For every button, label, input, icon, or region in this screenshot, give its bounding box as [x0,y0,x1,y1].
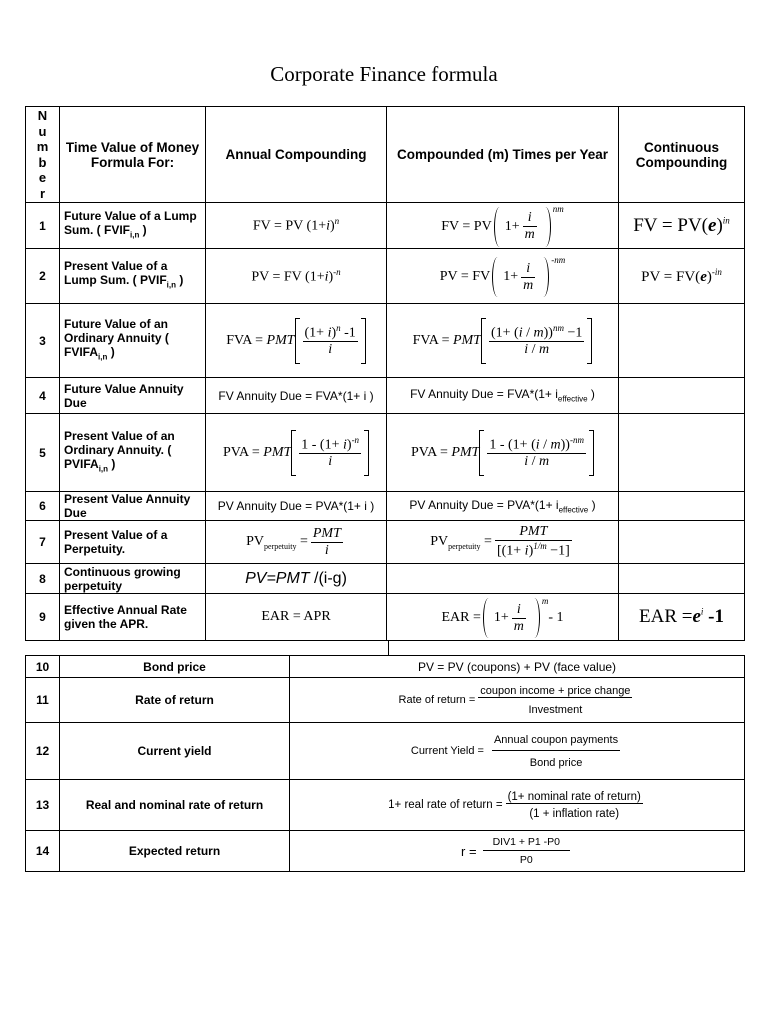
row-expression: 1+ real rate of return = (1+ nominal rate of return) (1 + inflation rate) [290,780,745,831]
row-label: Present Value of a Perpetuity. [60,521,206,564]
table-row [26,831,745,872]
row-description: Bond price [60,656,290,678]
annual-formula: $PV_{perpetuity}$ = PMT i [206,521,387,564]
continuous-empty [619,378,745,414]
table-row [26,723,745,780]
continuous-empty [619,521,745,564]
annual-formula: FV = PV $(1+i)^n$ [206,203,387,249]
row-label: Present Value of a Lump Sum. ( $PVIF_{i,n}$ ) [60,249,206,304]
annual-formula: PV = FV $(1+i)^{-n}$ [206,249,387,304]
annual-formula: FV Annuity Due = FVA*(1+ i ) [206,378,387,414]
row-number: 10 [26,656,60,678]
m-times-formula: FV Annuity Due = $FVA*(1+ i_{effective}$ ) [387,378,619,414]
row-label: Continuous growing perpetuity [60,564,206,594]
page-title: Corporate Finance formula [270,62,498,86]
table-row [26,378,745,414]
row-expression: r = DIV1 + P1 -P0 P0 [290,831,745,872]
m-times-empty [387,564,619,594]
table-row [26,304,745,378]
formula-table [25,106,745,641]
row-number: 7 [26,521,60,564]
row-label: Future Value Annuity Due [60,378,206,414]
table-row [26,414,745,492]
continuous-empty [619,564,745,594]
table-row [26,203,745,249]
row-description: Current yield [60,723,290,780]
row-number: 6 [26,492,60,521]
m-times-formula: $PV_{perpetuity}$ = PMT $[(1+ i)^{1/m} -1]$ [387,521,619,564]
row-number: 5 [26,414,60,492]
number-header: N u m b e r [26,107,60,203]
m-times-formula: PV = FV 1+ $\frac{i}{m}$ $^{-nm}$ [387,249,619,304]
annual-header: Annual Compounding [206,107,387,203]
table-row [26,492,745,521]
divider-line [388,641,389,655]
row-description: Expected return [60,831,290,872]
for-header: Time Value of Money Formula For: [60,107,206,203]
annual-formula: PV Annuity Due = PVA*(1+ i ) [206,492,387,521]
continuous-empty [619,304,745,378]
row-number: 13 [26,780,60,831]
continuous-formula: PV = $FV(e)^{-in}$ [619,249,745,304]
m-times-formula: EAR = 1+ $\frac{i}{m}$ $^m$- 1 [387,594,619,641]
bond-table [25,655,745,872]
continuous-header: Continuous Compounding [619,107,745,203]
table-row [26,780,745,831]
table-row [26,594,745,641]
continuous-empty [619,414,745,492]
annual-formula: FVA = PMT $\frac{(1+ i)^n -1}{i}$ [206,304,387,378]
row-number: 14 [26,831,60,872]
m-times-formula: FV = PV 1+ $\frac{i}{m}$ $^{nm}$ [387,203,619,249]
table-row [26,678,745,723]
row-number: 8 [26,564,60,594]
table-row [26,656,745,678]
row-expression: PV = PV (coupons) + PV (face value) [290,656,745,678]
row-number: 12 [26,723,60,780]
m-times-formula: FVA = PMT $\frac{(1+ (i / m))^{nm} -1}{i / m}$ [387,304,619,378]
row-number: 4 [26,378,60,414]
header-row [26,107,745,203]
row-label: Future Value of an Ordinary Annuity ( $FVIFA_{i,n}$ ) [60,304,206,378]
annual-formula: PVA = PMT $\frac{1 - (1+ i)^{-n}}{i}$ [206,414,387,492]
continuous-formula: EAR $=e^i$ -1 [619,594,745,641]
annual-formula: EAR = APR [206,594,387,641]
row-number: 2 [26,249,60,304]
row-number: 11 [26,678,60,723]
m-times-formula: PV Annuity Due = $PVA*(1+ i_{effective}$ ) [387,492,619,521]
table-row [26,521,745,564]
row-label: Effective Annual Rate given the APR. [60,594,206,641]
m-times-header: Compounded (m) Times per Year [387,107,619,203]
row-description: Real and nominal rate of return [60,780,290,831]
row-number: 1 [26,203,60,249]
row-number: 3 [26,304,60,378]
continuous-empty [619,492,745,521]
row-label: Future Value of a Lump Sum. ( $FVIF_{i,n}$ ) [60,203,206,249]
row-expression: Rate of return = coupon income + price change Investment [290,678,745,723]
row-label: Present Value of an Ordinary Annuity. ( $PVIFA_{i,n}$ ) [60,414,206,492]
annual-formula: PV=PMT /(i-g) [206,564,387,594]
row-expression: Current Yield = Annual coupon payments Bond price [290,723,745,780]
table-row [26,249,745,304]
row-number: 9 [26,594,60,641]
m-times-formula: PVA = PMT $\frac{1 - (1+ (i / m))^{-nm}}{i / m}$ [387,414,619,492]
table-row [26,564,745,594]
row-label: Present Value Annuity Due [60,492,206,521]
continuous-formula: FV = $PV(e)^{in}$ [619,203,745,249]
row-description: Rate of return [60,678,290,723]
